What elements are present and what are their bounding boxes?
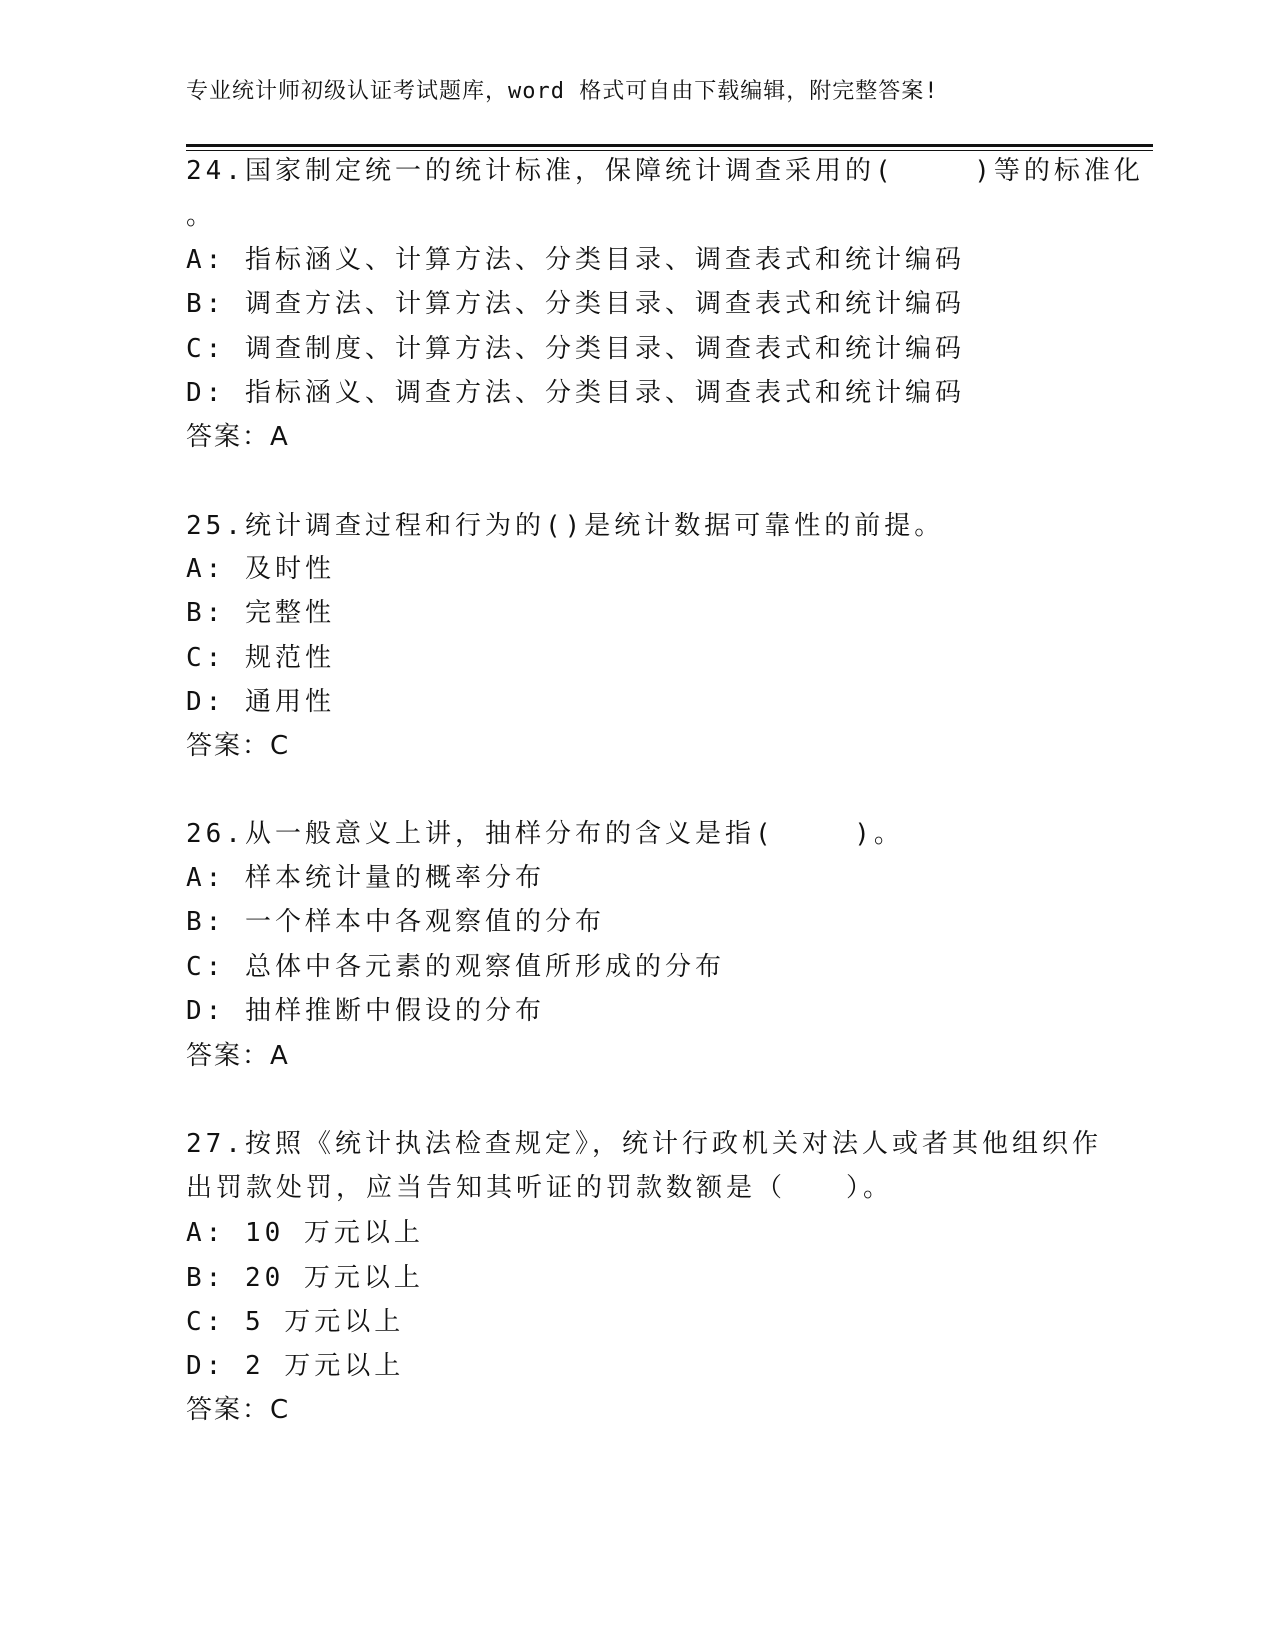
question-25-option-d: D: 通用性 [186, 687, 335, 717]
question-26-stem: 26.从一般意义上讲，抽样分布的含义是指( )。 [186, 819, 904, 849]
question-24-stem: 24.国家制定统一的统计标准，保障统计调查采用的( )等的标准化 [186, 156, 1144, 186]
question-26-option-a: A: 样本统计量的概率分布 [186, 863, 545, 893]
page-header: 专业统计师初级认证考试题库，word 格式可自由下载编辑，附完整答案! [186, 79, 939, 104]
question-26-answer: 答案：A [186, 1041, 290, 1071]
question-27-option-d: D: 2 万元以上 [186, 1351, 405, 1381]
question-27-stem: 27.按照《统计执法检查规定》，统计行政机关对法人或者其他组织作 [186, 1129, 1102, 1159]
question-25-option-a: A: 及时性 [186, 554, 335, 584]
question-24-option-d: D: 指标涵义、调查方法、分类目录、调查表式和统计编码 [186, 378, 965, 408]
question-24-option-c: C: 调查制度、计算方法、分类目录、调查表式和统计编码 [186, 334, 965, 364]
question-25-option-b: B: 完整性 [186, 598, 335, 628]
header-rule-thin [186, 150, 1153, 151]
question-24-option-b: B: 调查方法、计算方法、分类目录、调查表式和统计编码 [186, 289, 965, 319]
question-27-option-b: B: 20 万元以上 [186, 1263, 424, 1293]
question-27-option-a: A: 10 万元以上 [186, 1218, 424, 1248]
question-26-option-c: C: 总体中各元素的观察值所形成的分布 [186, 952, 725, 982]
question-26-option-b: B: 一个样本中各观察值的分布 [186, 907, 605, 937]
question-24-stem-continued: 。 [186, 201, 217, 231]
question-27-stem-continued: 出罚款处罚，应当告知其听证的罚款数额是（ ）。 [186, 1173, 894, 1203]
question-25-option-c: C: 规范性 [186, 643, 335, 673]
question-27-answer: 答案：C [186, 1395, 291, 1425]
question-27-option-c: C: 5 万元以上 [186, 1307, 405, 1337]
question-25-answer: 答案：C [186, 731, 291, 761]
header-rule-thick [186, 144, 1153, 147]
question-24-option-a: A: 指标涵义、计算方法、分类目录、调查表式和统计编码 [186, 245, 965, 275]
question-24-answer: 答案：A [186, 422, 290, 452]
question-25-stem: 25.统计调查过程和行为的()是统计数据可靠性的前提。 [186, 511, 945, 541]
question-26-option-d: D: 抽样推断中假设的分布 [186, 996, 545, 1026]
